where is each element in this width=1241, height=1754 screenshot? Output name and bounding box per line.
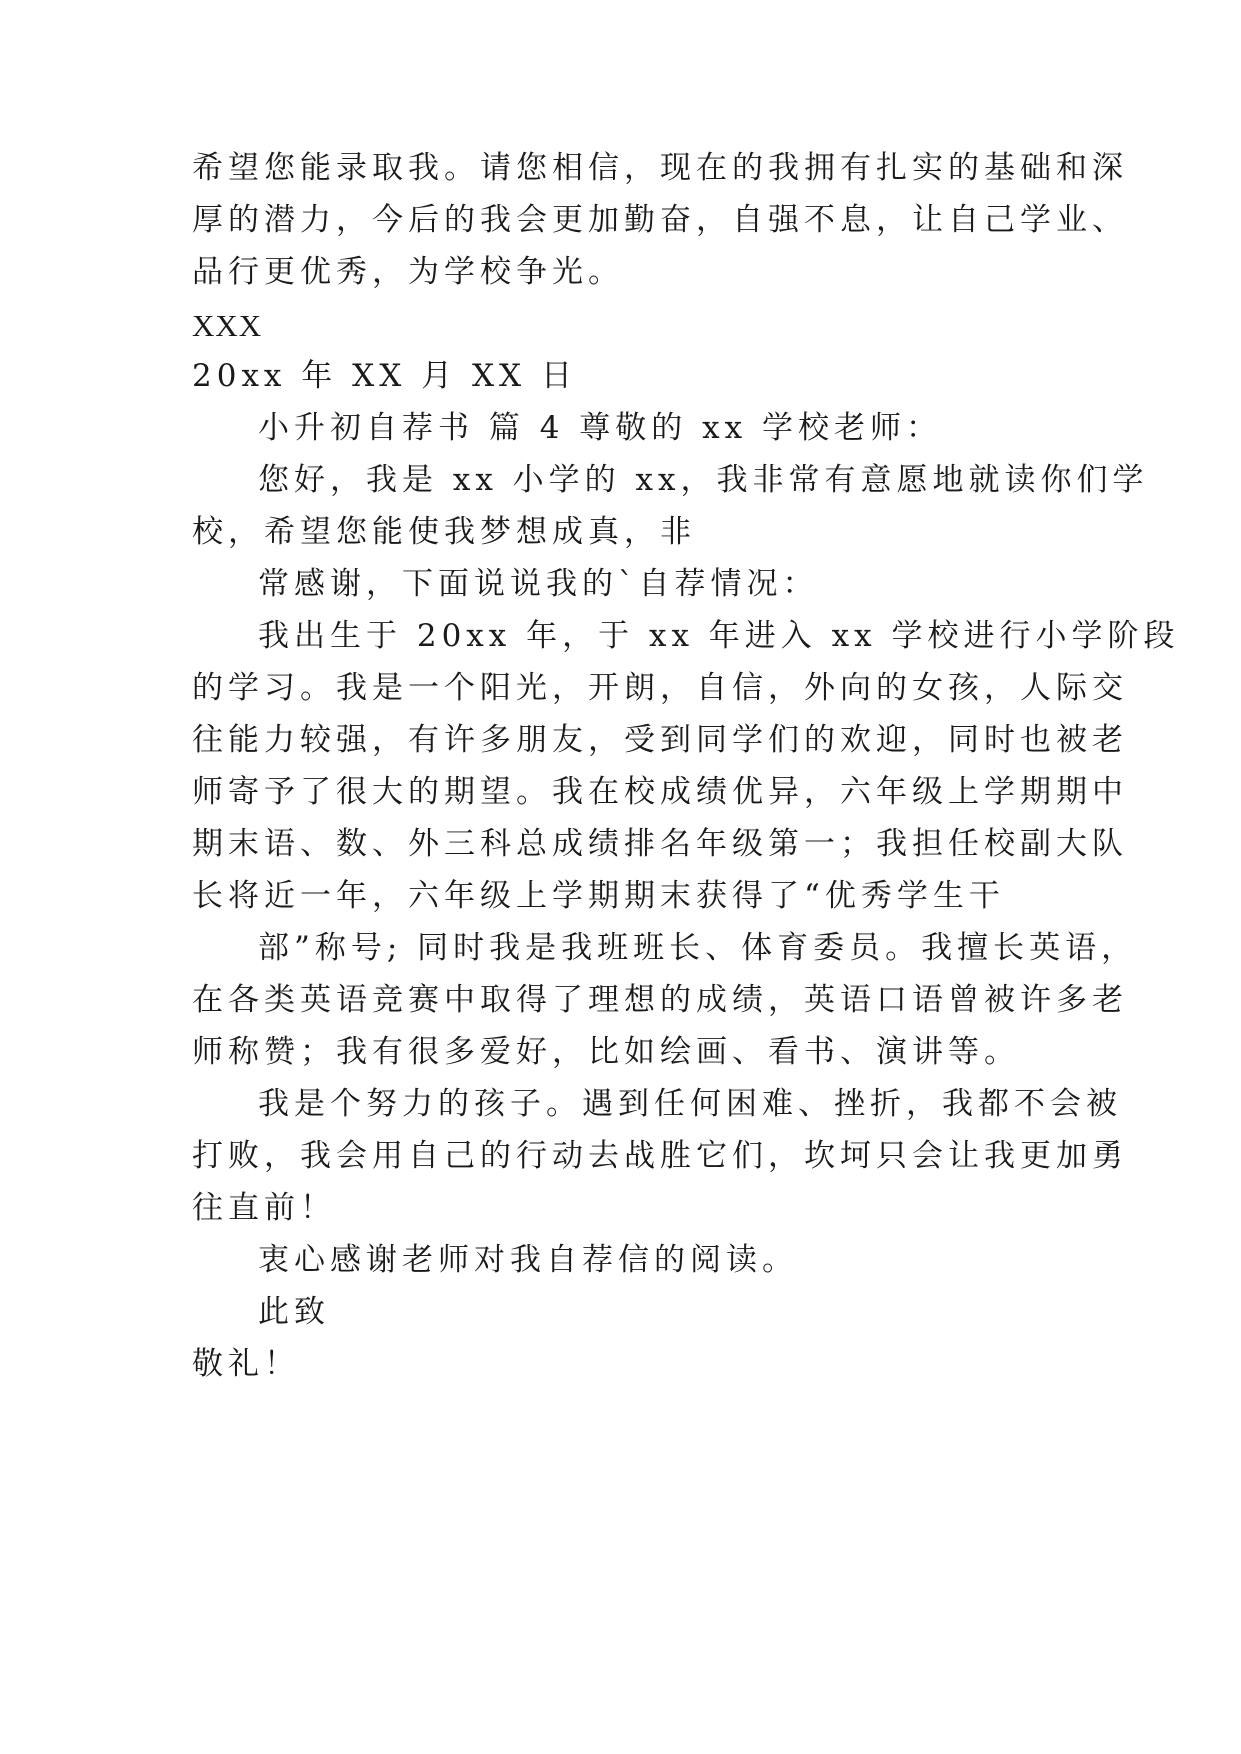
paragraph-1-line-3: 往能力较强，有许多朋友，受到同学们的欢迎，同时也被老 bbox=[192, 722, 1128, 758]
paragraph-2-line-2: 在各类英语竞赛中取得了理想的成绩，英语口语曾被许多老 bbox=[192, 982, 1128, 1018]
paragraph-3-line-3: 往直前！ bbox=[192, 1190, 336, 1226]
body-line-2: 厚的潜力，今后的我会更加勤奋，自强不息，让自己学业、 bbox=[192, 202, 1128, 238]
paragraph-1-line-5: 期末语、数、外三科总成绩排名年级第一；我担任校副大队 bbox=[192, 826, 1128, 862]
paragraph-3-line-1: 我是个努力的孩子。遇到任何困难、挫折，我都不会被 bbox=[258, 1086, 1122, 1122]
paragraph-1-line-1: 我出生于 20xx 年，于 xx 年进入 xx 学校进行小学阶段 bbox=[258, 618, 1180, 654]
salute-line: 敬礼！ bbox=[192, 1346, 300, 1382]
signature-date: 20xx 年 XX 月 XX 日 bbox=[192, 358, 577, 394]
greeting-line-2: 校，希望您能使我梦想成真，非 bbox=[192, 514, 696, 550]
paragraph-1-line-4: 师寄予了很大的期望。我在校成绩优异，六年级上学期期中 bbox=[192, 774, 1128, 810]
paragraph-1-line-6: 长将近一年，六年级上学期期末获得了“优秀学生干 bbox=[192, 878, 1005, 914]
greeting-line-1: 您好，我是 xx 小学的 xx，我非常有意愿地就读你们学 bbox=[258, 462, 1149, 498]
body-line-1: 希望您能录取我。请您相信，现在的我拥有扎实的基础和深 bbox=[192, 150, 1128, 186]
paragraph-2-line-3: 师称赞；我有很多爱好，比如绘画、看书、演讲等。 bbox=[192, 1034, 1020, 1070]
thanks-line: 衷心感谢老师对我自荐信的阅读。 bbox=[258, 1242, 798, 1278]
intro-line: 常感谢，下面说说我的`自荐情况： bbox=[258, 566, 819, 602]
paragraph-3-line-2: 打败，我会用自己的行动去战胜它们，坎坷只会让我更加勇 bbox=[192, 1138, 1128, 1174]
paragraph-2-line-1: 部”称号; 同时我是我班班长、体育委员。我擅长英语， bbox=[258, 930, 1138, 966]
closing-line: 此致 bbox=[258, 1294, 330, 1330]
signature-name: XXX bbox=[192, 308, 263, 343]
body-line-3: 品行更优秀，为学校争光。 bbox=[192, 254, 624, 290]
paragraph-1-line-2: 的学习。我是一个阳光，开朗，自信，外向的女孩，人际交 bbox=[192, 670, 1128, 706]
section-heading: 小升初自荐书 篇 4 尊敬的 xx 学校老师： bbox=[258, 410, 942, 446]
